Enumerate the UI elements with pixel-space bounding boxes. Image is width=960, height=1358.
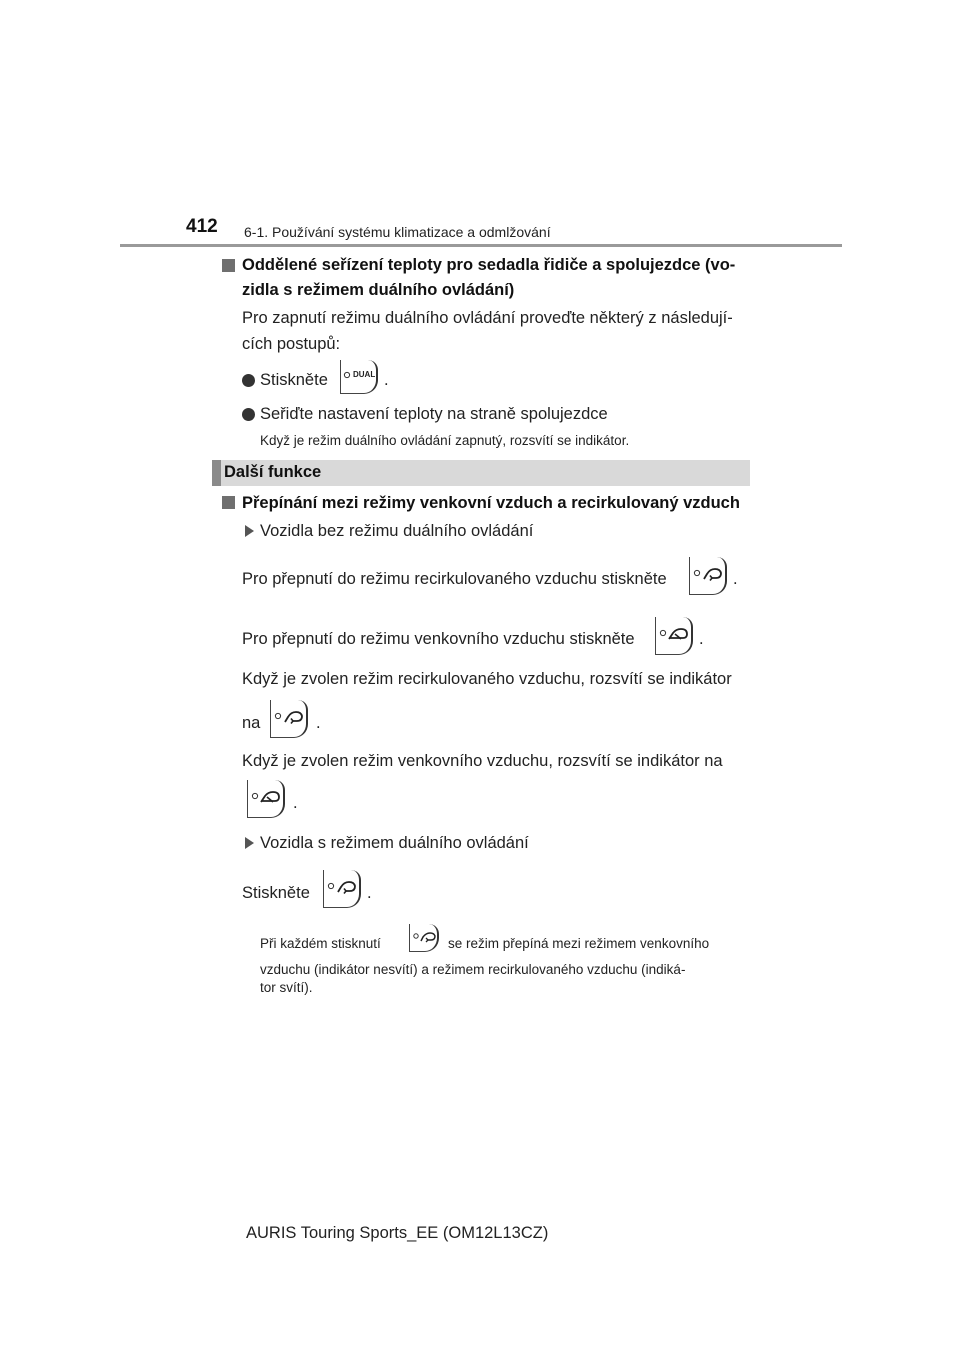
triangle-bullet-icon [245,837,254,849]
air-button-small-icon [409,924,439,952]
press-text: Stiskněte [242,884,310,902]
chapter-title: 6-1. Používání systému klimatizace a odmlžování [244,224,551,240]
note2: vzduchu (indikátor nesvítí) a režimem recirkulovaného vzduchu (indiká- [260,962,686,977]
dual-heading-line2: zidla s režimem duálního ovládání) [242,281,515,299]
dual-note: Když je režim duálního ovládání zapnutý, rozsvítí se indikátor. [260,433,630,448]
bullet-dot-icon [242,408,255,421]
outside-air-button-icon [655,617,693,655]
dual-intro-line2: cích postupů: [242,335,341,353]
air-heading: Přepínání mezi režimy venkovní vzduch a recirkulovaný vzduch [242,494,740,512]
outside-air-indicator-icon [247,780,285,818]
footer-model: AURIS Touring Sports_EE (OM12L13CZ) [246,1224,549,1242]
air-button-icon [323,870,361,908]
heading-square-icon [222,259,235,272]
dual-heading-line1: Oddělené seřízení teploty pro sedadla řidiče a spolujezdce (vo- [242,256,736,274]
bullet1-end: . [384,371,389,389]
heading-square-icon [222,496,235,509]
note1-b: se režim přepíná mezi režimem venkovního [448,936,710,951]
line-outside: Pro přepnutí do režimu venkovního vzduchu stiskněte [242,630,635,648]
dual-button-icon [340,360,378,394]
page-number: 412 [186,216,218,237]
line-recirc-ind2: na [242,714,261,732]
press-end: . [367,884,372,902]
recirc-indicator-icon [270,700,308,738]
note1-a: Při každém stisknutí [260,936,381,951]
line-recirc-ind2-end: . [316,714,321,732]
note3: tor svítí). [260,980,313,995]
air-sub1: Vozidla bez režimu duálního ovládání [260,522,534,540]
line-outside-ind1: Když je zvolen režim venkovního vzduchu, rozsvítí se indikátor na [242,752,723,770]
line-recirc-end: . [733,570,738,588]
line-recirc: Pro přepnutí do režimu recirkulovaného vzduchu stiskněte [242,570,667,588]
line-outside-end: . [699,630,704,648]
bullet2-text: Seřiďte nastavení teploty na straně spolujezdce [260,405,608,423]
line-outside-ind2-end: . [293,794,298,812]
dual-button-label: DUAL [353,370,376,379]
header-rule [120,244,842,247]
air-sub2: Vozidla s režimem duálního ovládání [260,834,529,852]
recirc-button-icon [689,557,727,595]
bullet-dot-icon [242,374,255,387]
dual-intro-line1: Pro zapnutí režimu duálního ovládání proveďte některý z následují- [242,309,733,327]
line-recirc-ind1: Když je zvolen režim recirkulovaného vzduchu, rozsvítí se indikátor [242,670,732,688]
bullet1-text: Stiskněte [260,371,328,389]
triangle-bullet-icon [245,525,254,537]
section-title: Další funkce [224,463,322,481]
